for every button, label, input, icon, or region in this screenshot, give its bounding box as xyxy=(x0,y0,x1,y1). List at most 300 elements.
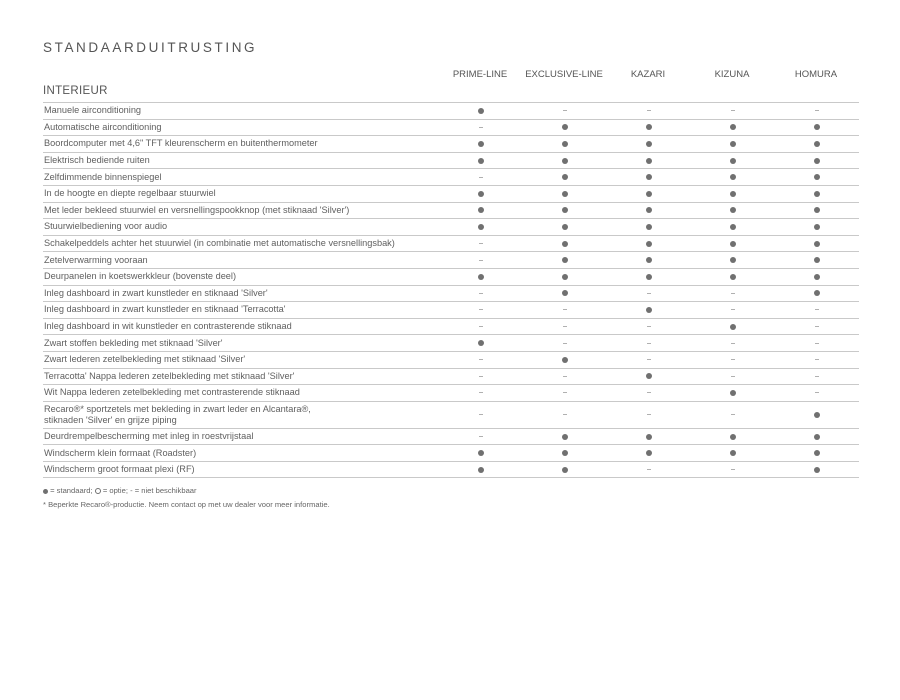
availability-cell xyxy=(607,335,691,352)
standard-dot-icon xyxy=(646,373,652,379)
availability-cell xyxy=(523,119,607,136)
availability-cell xyxy=(775,103,859,120)
standard-dot-icon xyxy=(562,357,568,363)
not-available-dash-icon xyxy=(647,469,651,470)
feature-label-text: Met leder bekleed stuurwiel en versnellingspookknop (met stiknaad 'Silver') xyxy=(44,204,350,215)
feature-label-text: Zwart stoffen bekleding met stiknaad 'Silver' xyxy=(44,337,223,348)
availability-cell xyxy=(439,268,523,285)
availability-cell xyxy=(607,185,691,202)
availability-cell xyxy=(607,368,691,385)
feature-label-text: Inleg dashboard in zwart kunstleder en stiknaad 'Silver' xyxy=(44,287,268,298)
table-row xyxy=(43,136,859,153)
not-available-dash-icon xyxy=(815,359,819,360)
table-row xyxy=(43,285,859,302)
section-heading: INTERIEUR xyxy=(43,85,108,97)
table-row xyxy=(43,119,859,136)
standard-dot-icon xyxy=(814,158,820,164)
not-available-dash-icon xyxy=(815,376,819,377)
availability-cell xyxy=(439,169,523,186)
standard-dot-icon xyxy=(814,224,820,230)
availability-cell xyxy=(439,445,523,462)
feature-label-text: Terracotta' Nappa lederen zetelbekleding met stiknaad 'Silver' xyxy=(44,370,295,381)
not-available-dash-icon xyxy=(479,293,483,294)
not-available-dash-icon xyxy=(731,414,735,415)
table-row xyxy=(43,318,859,335)
availability-cell xyxy=(775,318,859,335)
option-circle-icon xyxy=(95,488,101,494)
column-header-exclusive-line: EXCLUSIVE-LINE xyxy=(525,69,603,80)
feature-label xyxy=(43,119,439,136)
column-header-kazari: KAZARI xyxy=(630,69,666,80)
not-available-dash-icon xyxy=(563,326,567,327)
availability-cell xyxy=(775,335,859,352)
availability-cell xyxy=(775,169,859,186)
standard-dot-icon xyxy=(814,191,820,197)
feature-label xyxy=(43,235,439,252)
not-available-dash-icon xyxy=(563,392,567,393)
availability-cell xyxy=(439,302,523,319)
standard-dot-icon xyxy=(814,257,820,263)
standard-dot-icon xyxy=(646,207,652,213)
availability-cell xyxy=(775,461,859,478)
availability-cell xyxy=(691,235,775,252)
availability-cell xyxy=(439,136,523,153)
standard-dot-icon xyxy=(478,340,484,346)
availability-cell xyxy=(439,252,523,269)
standard-dot-icon xyxy=(730,224,736,230)
availability-cell xyxy=(775,252,859,269)
feature-label xyxy=(43,318,439,335)
availability-cell xyxy=(439,318,523,335)
standard-dot-icon xyxy=(814,290,820,296)
column-header-kizuna: KIZUNA xyxy=(714,69,750,80)
availability-cell xyxy=(691,136,775,153)
availability-cell xyxy=(523,335,607,352)
not-available-dash-icon xyxy=(731,376,735,377)
table-row xyxy=(43,268,859,285)
feature-label-text: Elektrisch bediende ruiten xyxy=(44,155,150,166)
availability-cell xyxy=(607,302,691,319)
standard-dot-icon xyxy=(730,390,736,396)
availability-cell xyxy=(523,385,607,402)
availability-cell xyxy=(775,136,859,153)
feature-label xyxy=(43,152,439,169)
availability-cell xyxy=(691,401,775,428)
availability-cell xyxy=(523,136,607,153)
table-row xyxy=(43,368,859,385)
availability-cell xyxy=(775,368,859,385)
not-available-dash-icon xyxy=(563,110,567,111)
feature-label-text: Stuurwielbediening voor audio xyxy=(44,221,168,232)
standard-dot-icon xyxy=(646,158,652,164)
standard-dot-icon xyxy=(562,158,568,164)
standard-dot-icon xyxy=(814,124,820,130)
availability-cell xyxy=(523,428,607,445)
table-row xyxy=(43,401,859,428)
standard-dot-icon xyxy=(814,434,820,440)
not-available-dash-icon xyxy=(731,293,735,294)
availability-cell xyxy=(775,185,859,202)
standard-dot-icon xyxy=(730,124,736,130)
feature-label-text: Deurdrempelbescherming met inleg in roestvrijstaal xyxy=(44,430,254,441)
availability-cell xyxy=(607,445,691,462)
standard-dot-icon xyxy=(478,158,484,164)
availability-cell xyxy=(775,202,859,219)
availability-cell xyxy=(607,235,691,252)
standard-dot-icon xyxy=(814,174,820,180)
standard-dot-icon xyxy=(478,207,484,213)
availability-cell xyxy=(691,385,775,402)
standard-dot-icon xyxy=(646,307,652,313)
availability-cell xyxy=(607,385,691,402)
availability-cell xyxy=(775,219,859,236)
not-available-dash-icon xyxy=(479,260,483,261)
availability-cell xyxy=(439,335,523,352)
feature-label xyxy=(43,169,439,186)
availability-cell xyxy=(439,401,523,428)
availability-cell xyxy=(775,119,859,136)
standard-dot-icon xyxy=(814,141,820,147)
not-available-dash-icon xyxy=(731,359,735,360)
standard-dot-icon xyxy=(730,191,736,197)
standard-dot-icon xyxy=(646,274,652,280)
feature-label-text: In de hoogte en diepte regelbaar stuurwiel xyxy=(44,188,216,199)
availability-cell xyxy=(523,368,607,385)
feature-label xyxy=(43,335,439,352)
availability-cell xyxy=(439,428,523,445)
availability-cell xyxy=(523,461,607,478)
standard-dot-icon xyxy=(646,141,652,147)
availability-cell xyxy=(775,152,859,169)
legend-standard: = standaard; xyxy=(50,486,93,495)
availability-cell xyxy=(523,169,607,186)
standard-dot-icon xyxy=(562,174,568,180)
feature-label xyxy=(43,285,439,302)
column-header-prime-line: PRIME-LINE xyxy=(452,69,508,80)
standard-dot-icon xyxy=(814,412,820,418)
availability-cell xyxy=(523,152,607,169)
availability-cell xyxy=(775,428,859,445)
standard-dot-icon xyxy=(646,124,652,130)
standard-dot-icon xyxy=(814,207,820,213)
column-header-homura: HOMURA xyxy=(794,69,838,80)
not-available-dash-icon xyxy=(647,326,651,327)
availability-cell xyxy=(523,302,607,319)
feature-label-text: Manuele airconditioning xyxy=(44,105,142,116)
standard-dot-icon xyxy=(43,489,48,494)
availability-cell xyxy=(523,219,607,236)
availability-cell xyxy=(439,219,523,236)
standard-dot-icon xyxy=(562,207,568,213)
table-row xyxy=(43,219,859,236)
not-available-dash-icon xyxy=(479,243,483,244)
availability-cell xyxy=(691,302,775,319)
not-available-dash-icon xyxy=(731,469,735,470)
feature-label-text: Recaro®* sportzetels met bekleding in zwart leder en Alcantara®, xyxy=(44,403,311,414)
availability-cell xyxy=(691,335,775,352)
availability-cell xyxy=(607,318,691,335)
feature-label-text: Inleg dashboard in zwart kunstleder en stiknaad 'Terracotta' xyxy=(44,304,286,315)
feature-label xyxy=(43,302,439,319)
availability-cell xyxy=(607,103,691,120)
standard-dot-icon xyxy=(478,467,484,473)
feature-label xyxy=(43,185,439,202)
table-row xyxy=(43,185,859,202)
standard-dot-icon xyxy=(730,158,736,164)
availability-cell xyxy=(439,235,523,252)
feature-label-text-line2: stiknaden 'Silver' en grijze piping xyxy=(44,414,177,425)
feature-label xyxy=(43,368,439,385)
availability-cell xyxy=(775,445,859,462)
table-row xyxy=(43,103,859,120)
not-available-dash-icon xyxy=(479,309,483,310)
feature-label xyxy=(43,401,439,428)
standard-dot-icon xyxy=(730,174,736,180)
feature-label-text: Windscherm groot formaat plexi (RF) xyxy=(44,464,195,475)
standard-dot-icon xyxy=(730,324,736,330)
availability-cell xyxy=(523,235,607,252)
availability-cell xyxy=(607,285,691,302)
not-available-dash-icon xyxy=(479,326,483,327)
legend-na: - = niet beschikbaar xyxy=(130,486,197,495)
feature-label xyxy=(43,351,439,368)
standard-dot-icon xyxy=(562,141,568,147)
not-available-dash-icon xyxy=(479,392,483,393)
availability-cell xyxy=(523,185,607,202)
availability-cell xyxy=(523,445,607,462)
availability-cell xyxy=(691,318,775,335)
not-available-dash-icon xyxy=(815,343,819,344)
availability-cell xyxy=(691,103,775,120)
availability-cell xyxy=(523,401,607,428)
standard-dot-icon xyxy=(730,141,736,147)
standard-dot-icon xyxy=(478,274,484,280)
not-available-dash-icon xyxy=(647,293,651,294)
availability-cell xyxy=(607,401,691,428)
not-available-dash-icon xyxy=(563,376,567,377)
standard-dot-icon xyxy=(562,257,568,263)
standard-dot-icon xyxy=(478,224,484,230)
not-available-dash-icon xyxy=(815,110,819,111)
standard-dot-icon xyxy=(478,141,484,147)
availability-cell xyxy=(523,285,607,302)
availability-cell xyxy=(439,119,523,136)
availability-cell xyxy=(439,152,523,169)
feature-label xyxy=(43,461,439,478)
table-row xyxy=(43,445,859,462)
feature-label-text: Zelfdimmende binnenspiegel xyxy=(44,171,162,182)
availability-cell xyxy=(691,119,775,136)
not-available-dash-icon xyxy=(563,343,567,344)
not-available-dash-icon xyxy=(731,343,735,344)
standard-dot-icon xyxy=(562,124,568,130)
feature-label-text: Automatische airconditioning xyxy=(44,121,162,132)
standard-dot-icon xyxy=(646,257,652,263)
availability-cell xyxy=(439,385,523,402)
standard-dot-icon xyxy=(562,450,568,456)
legend xyxy=(43,486,197,495)
availability-cell xyxy=(691,428,775,445)
not-available-dash-icon xyxy=(479,376,483,377)
feature-label xyxy=(43,219,439,236)
standard-dot-icon xyxy=(730,450,736,456)
availability-cell xyxy=(775,401,859,428)
not-available-dash-icon xyxy=(647,359,651,360)
feature-label-text: Zetelverwarming vooraan xyxy=(44,254,148,265)
standard-dot-icon xyxy=(814,450,820,456)
availability-cell xyxy=(439,185,523,202)
not-available-dash-icon xyxy=(647,110,651,111)
standard-dot-icon xyxy=(646,174,652,180)
availability-cell xyxy=(607,136,691,153)
availability-cell xyxy=(691,252,775,269)
feature-label xyxy=(43,268,439,285)
standard-dot-icon xyxy=(646,224,652,230)
not-available-dash-icon xyxy=(647,414,651,415)
feature-label xyxy=(43,385,439,402)
availability-cell xyxy=(775,351,859,368)
availability-cell xyxy=(691,268,775,285)
feature-label-text: Deurpanelen in koetswerkkleur (bovenste deel) xyxy=(44,271,237,282)
feature-label-text: Wit Nappa lederen zetelbekleding met contrasterende stiknaad xyxy=(44,387,300,398)
availability-cell xyxy=(439,285,523,302)
availability-cell xyxy=(523,252,607,269)
page-title: STANDAARDUITRUSTING xyxy=(43,40,258,55)
availability-cell xyxy=(607,252,691,269)
standard-dot-icon xyxy=(478,191,484,197)
not-available-dash-icon xyxy=(815,309,819,310)
standard-dot-icon xyxy=(730,207,736,213)
availability-cell xyxy=(691,202,775,219)
legend-option: = optie; xyxy=(102,486,128,495)
availability-cell xyxy=(607,119,691,136)
table-row xyxy=(43,335,859,352)
feature-label xyxy=(43,103,439,120)
table-row xyxy=(43,428,859,445)
availability-cell xyxy=(439,461,523,478)
availability-cell xyxy=(439,351,523,368)
not-available-dash-icon xyxy=(647,343,651,344)
not-available-dash-icon xyxy=(647,392,651,393)
standard-dot-icon xyxy=(478,450,484,456)
availability-cell xyxy=(607,268,691,285)
availability-cell xyxy=(439,103,523,120)
standard-dot-icon xyxy=(646,241,652,247)
availability-cell xyxy=(523,268,607,285)
standard-dot-icon xyxy=(730,434,736,440)
not-available-dash-icon xyxy=(731,309,735,310)
availability-cell xyxy=(523,202,607,219)
availability-cell xyxy=(691,461,775,478)
availability-cell xyxy=(607,152,691,169)
feature-label xyxy=(43,428,439,445)
availability-cell xyxy=(607,202,691,219)
availability-cell xyxy=(775,302,859,319)
availability-cell xyxy=(607,351,691,368)
availability-cell xyxy=(523,103,607,120)
feature-label xyxy=(43,136,439,153)
not-available-dash-icon xyxy=(563,309,567,310)
availability-cell xyxy=(775,235,859,252)
table-row xyxy=(43,385,859,402)
availability-cell xyxy=(607,461,691,478)
standard-dot-icon xyxy=(562,191,568,197)
not-available-dash-icon xyxy=(479,414,483,415)
availability-cell xyxy=(691,445,775,462)
standard-dot-icon xyxy=(646,191,652,197)
standard-dot-icon xyxy=(562,241,568,247)
table-row xyxy=(43,351,859,368)
availability-cell xyxy=(691,219,775,236)
equipment-table xyxy=(43,102,859,478)
standard-dot-icon xyxy=(730,257,736,263)
standard-dot-icon xyxy=(562,290,568,296)
not-available-dash-icon xyxy=(479,436,483,437)
availability-cell xyxy=(775,268,859,285)
standard-dot-icon xyxy=(814,274,820,280)
standard-dot-icon xyxy=(730,274,736,280)
feature-label xyxy=(43,202,439,219)
availability-cell xyxy=(607,169,691,186)
availability-cell xyxy=(691,152,775,169)
availability-cell xyxy=(691,169,775,186)
standard-dot-icon xyxy=(478,108,484,114)
table-row xyxy=(43,461,859,478)
standard-dot-icon xyxy=(562,467,568,473)
feature-label-text: Windscherm klein formaat (Roadster) xyxy=(44,447,197,458)
table-row xyxy=(43,252,859,269)
table-row xyxy=(43,152,859,169)
feature-label-text: Inleg dashboard in wit kunstleder en contrasterende stiknaad xyxy=(44,321,292,332)
not-available-dash-icon xyxy=(815,392,819,393)
table-row xyxy=(43,302,859,319)
not-available-dash-icon xyxy=(479,359,483,360)
standard-dot-icon xyxy=(730,241,736,247)
not-available-dash-icon xyxy=(731,110,735,111)
availability-cell xyxy=(775,285,859,302)
standard-dot-icon xyxy=(562,274,568,280)
feature-label xyxy=(43,252,439,269)
table-row xyxy=(43,202,859,219)
table-row xyxy=(43,235,859,252)
not-available-dash-icon xyxy=(479,177,483,178)
standard-dot-icon xyxy=(814,241,820,247)
feature-label-text: Boordcomputer met 4,6" TFT kleurenscherm en buitenthermometer xyxy=(44,138,318,149)
standard-dot-icon xyxy=(562,434,568,440)
availability-cell xyxy=(775,385,859,402)
standard-dot-icon xyxy=(646,434,652,440)
footnote: * Beperkte Recaro®-productie. Neem contact op met uw dealer voor meer informatie. xyxy=(43,500,330,509)
availability-cell xyxy=(691,185,775,202)
table-row xyxy=(43,169,859,186)
feature-label-text: Zwart lederen zetelbekleding met stiknaad 'Silver' xyxy=(44,354,246,365)
availability-cell xyxy=(691,351,775,368)
feature-label-text: Schakelpeddels achter het stuurwiel (in combinatie met automatische versnellingsbak) xyxy=(44,238,395,249)
availability-cell xyxy=(691,285,775,302)
availability-cell xyxy=(607,428,691,445)
standard-dot-icon xyxy=(814,467,820,473)
availability-cell xyxy=(523,318,607,335)
availability-cell xyxy=(607,219,691,236)
availability-cell xyxy=(439,368,523,385)
standard-dot-icon xyxy=(646,450,652,456)
not-available-dash-icon xyxy=(479,127,483,128)
standard-dot-icon xyxy=(562,224,568,230)
availability-cell xyxy=(439,202,523,219)
not-available-dash-icon xyxy=(563,414,567,415)
feature-label xyxy=(43,445,439,462)
not-available-dash-icon xyxy=(815,326,819,327)
